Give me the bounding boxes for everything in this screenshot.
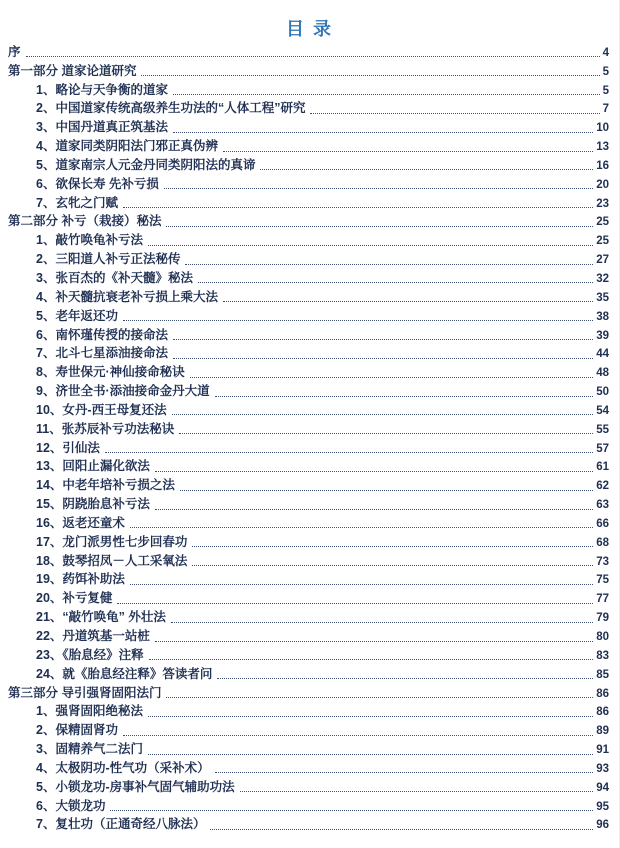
- toc-dot-leader: [192, 546, 593, 547]
- toc-entry[interactable]: [8, 513, 609, 532]
- toc-dot-leader: [223, 151, 593, 152]
- toc-dot-leader: [155, 471, 593, 472]
- toc-page-number: 79: [596, 612, 609, 625]
- toc-dot-leader: [148, 754, 593, 755]
- toc-page-number: 57: [596, 442, 609, 455]
- toc-entry[interactable]: [8, 136, 609, 155]
- toc-entry-label: 6、欲保长寿 先补亏损: [36, 176, 159, 191]
- toc-dot-leader: [173, 132, 593, 133]
- toc-entry[interactable]: [8, 570, 609, 589]
- toc-entry[interactable]: [8, 80, 609, 99]
- toc-entry-label: 8、寿世保元·神仙接命秘诀: [36, 365, 185, 380]
- toc-entry-label: 24、就《胎息经注释》答读者问: [36, 666, 213, 681]
- toc-entry-label: 6、南怀瑾传授的接命法: [36, 327, 168, 342]
- toc-entry-label: 4、道家同类阴阳法门邪正真伪辨: [36, 139, 218, 154]
- toc-entry[interactable]: [8, 739, 609, 758]
- toc-entry[interactable]: [8, 155, 609, 174]
- toc-entry-label: 2、三阳道人补亏正法秘传: [36, 252, 181, 267]
- toc-dot-leader: [171, 622, 593, 623]
- toc-page-number: 86: [596, 706, 609, 719]
- toc-dot-leader: [180, 490, 593, 491]
- toc-page-number: 54: [596, 404, 609, 417]
- toc-entry[interactable]: [8, 645, 609, 664]
- toc-page-number: 55: [596, 423, 609, 436]
- toc-page-number: 63: [596, 499, 609, 512]
- toc-dot-leader: [26, 56, 600, 57]
- toc-dot-leader: [123, 207, 593, 208]
- toc-entry-label: 序: [8, 44, 21, 59]
- toc-dot-leader: [166, 226, 593, 227]
- toc-page-number: 16: [596, 159, 609, 172]
- toc-dot-leader: [190, 377, 594, 378]
- toc-entry[interactable]: [8, 99, 609, 118]
- toc-page-number: 10: [596, 122, 609, 135]
- toc-dot-leader: [215, 396, 594, 397]
- toc-entry[interactable]: [8, 287, 609, 306]
- toc-page-number: 23: [596, 197, 609, 210]
- toc-entry[interactable]: [8, 61, 609, 80]
- toc-dot-leader: [173, 339, 593, 340]
- toc-entry[interactable]: [8, 193, 609, 212]
- toc-entry-label: 第三部分 导引强肾固阳法门: [8, 685, 162, 700]
- toc-page-number: 89: [596, 725, 609, 738]
- toc-entry-label: 第二部分 补亏（栽接）秘法: [8, 214, 162, 229]
- toc-entry-label: 3、中国丹道真正筑基法: [36, 120, 168, 135]
- toc-dot-leader: [215, 772, 594, 773]
- toc-dot-leader: [173, 94, 600, 95]
- toc-entry-label: 2、保精固肾功: [36, 723, 118, 738]
- toc-entry-label: 22、丹道筑基一站桩: [36, 629, 150, 643]
- toc-page-number: 25: [596, 235, 609, 248]
- toc-dot-leader: [110, 810, 593, 811]
- toc-entry-label: 3、固精养气二法门: [36, 742, 143, 757]
- toc-entry[interactable]: [8, 212, 609, 231]
- toc-entry-label: 14、中老年培补亏损之法: [36, 478, 175, 493]
- toc-entry-label: 1、强肾固阳绝秘法: [36, 704, 143, 719]
- toc-page-number: 62: [596, 480, 609, 493]
- toc-entry[interactable]: [8, 457, 609, 476]
- toc-page-number: 4: [602, 46, 609, 59]
- toc-page-number: 38: [596, 310, 609, 323]
- toc-page-number: 86: [596, 687, 609, 700]
- toc-dot-leader: [172, 414, 594, 415]
- toc-page-number: 5: [602, 65, 609, 78]
- toc-dot-leader: [173, 358, 593, 359]
- toc-entry[interactable]: [8, 268, 609, 287]
- toc-page-number: 35: [596, 291, 609, 304]
- toc-entry-label: 7、玄牝之门赋: [36, 195, 118, 210]
- toc-entry[interactable]: [8, 362, 609, 381]
- toc-entry[interactable]: [8, 174, 609, 193]
- toc-page-number: 77: [596, 593, 609, 606]
- toc-dot-leader: [148, 716, 593, 717]
- toc-entry[interactable]: [8, 626, 609, 645]
- toc-entry[interactable]: [8, 42, 609, 61]
- toc-entry-label: 23、《胎息经》注释: [36, 647, 144, 662]
- toc-entry-label: 6、大锁龙功: [36, 798, 106, 813]
- toc-entry[interactable]: [8, 664, 609, 683]
- toc-entry[interactable]: [8, 117, 609, 136]
- toc-entry[interactable]: [8, 758, 609, 777]
- toc-entry[interactable]: [8, 588, 609, 607]
- toc-entry-label: 2、中国道家传统高级养生功法的“人体工程”研究: [36, 101, 306, 116]
- toc-page-number: 66: [596, 517, 609, 530]
- toc-page-number: 83: [596, 649, 609, 662]
- toc-page-number: 80: [596, 631, 609, 643]
- toc-page-number: 20: [596, 178, 609, 191]
- toc-page-number: 96: [596, 819, 609, 832]
- toc-page-number: 95: [596, 800, 609, 813]
- toc-dot-leader: [130, 527, 593, 528]
- toc-entry-label: 15、阴跷胎息补亏法: [36, 497, 150, 512]
- toc-entry[interactable]: [8, 532, 609, 551]
- toc-dot-leader: [192, 565, 593, 566]
- toc-entry[interactable]: [8, 325, 609, 344]
- toc-entry-label: 12、引仙法: [36, 440, 100, 455]
- toc-dot-leader: [141, 75, 599, 76]
- toc-entry-label: 13、回阳止漏化欲法: [36, 459, 150, 474]
- toc-entry[interactable]: [8, 381, 609, 400]
- toc-entry[interactable]: [8, 777, 609, 796]
- toc-entry[interactable]: [8, 306, 609, 325]
- toc-entry-label: 16、返老还童术: [36, 515, 125, 530]
- toc-dot-leader: [130, 584, 593, 585]
- toc-dot-leader: [117, 603, 593, 604]
- toc-entry[interactable]: [8, 720, 609, 739]
- toc-entry-label: 3、张百杰的《补天髓》秘法: [36, 270, 193, 285]
- toc-dot-leader: [155, 509, 593, 510]
- toc-entry-label: 1、敲竹唤龟补亏法: [36, 233, 143, 248]
- toc-entry[interactable]: [8, 419, 609, 438]
- toc-dot-leader: [179, 433, 593, 434]
- toc-page-number: 7: [602, 103, 609, 116]
- toc-entry-label: 20、补亏复健: [36, 591, 113, 606]
- toc-entry[interactable]: [8, 494, 609, 513]
- toc-page-number: 32: [596, 272, 609, 285]
- toc-page-number: 93: [596, 762, 609, 775]
- toc-entry[interactable]: [8, 815, 609, 834]
- toc-entry-label: 17、龙门派男性七步回春功: [36, 534, 188, 549]
- toc-entry-label: 21、“敲竹唤龟” 外壮法: [36, 610, 166, 625]
- toc-dot-leader: [217, 678, 593, 679]
- toc-entry[interactable]: [8, 230, 609, 249]
- toc-dot-leader: [260, 169, 593, 170]
- toc-page-number: 25: [596, 216, 609, 229]
- toc-entry[interactable]: [8, 475, 609, 494]
- toc-list: [0, 40, 619, 833]
- toc-entry-label: 7、北斗七星添油接命法: [36, 346, 168, 361]
- toc-page-number: 50: [596, 386, 609, 399]
- toc-dot-leader: [310, 113, 599, 114]
- toc-dot-leader: [149, 659, 594, 660]
- toc-entry-label: 第一部分 道家论道研究: [8, 63, 137, 78]
- toc-dot-leader: [240, 791, 594, 792]
- toc-page-number: 91: [596, 744, 609, 757]
- toc-entry[interactable]: [8, 400, 609, 419]
- toc-page-number: 61: [596, 461, 609, 474]
- toc-entry[interactable]: [8, 702, 609, 721]
- toc-entry[interactable]: [8, 551, 609, 570]
- toc-entry[interactable]: [8, 607, 609, 626]
- toc-dot-leader: [185, 264, 593, 265]
- toc-dot-leader: [198, 282, 593, 283]
- toc-title: 目 录: [285, 19, 333, 39]
- toc-page-number: 39: [596, 329, 609, 342]
- toc-entry-label: 5、道家南宗人元金丹同类阴阳法的真谛: [36, 157, 256, 172]
- toc-entry[interactable]: [8, 344, 609, 363]
- toc-entry-label: 5、小锁龙功-房事补气固气辅助功法: [36, 779, 235, 794]
- toc-dot-leader: [210, 829, 593, 830]
- toc-page-number: 13: [596, 141, 609, 154]
- toc-dot-leader: [123, 320, 593, 321]
- toc-page-number: 73: [596, 555, 609, 568]
- toc-dot-leader: [223, 301, 593, 302]
- toc-page-number: 5: [602, 84, 609, 97]
- toc-entry-label: 4、补天髓抗衰老补亏损上乘大法: [36, 289, 218, 304]
- toc-dot-leader: [166, 697, 593, 698]
- toc-dot-leader: [164, 188, 593, 189]
- toc-page-number: 68: [596, 536, 609, 549]
- toc-entry-label: 1、略论与天争衡的道家: [36, 82, 168, 97]
- toc-dot-leader: [123, 735, 593, 736]
- toc-dot-leader: [148, 245, 593, 246]
- toc-entry-label: 5、老年返还功: [36, 308, 118, 323]
- toc-entry-label: 10、女丹-西王母复还法: [36, 402, 167, 417]
- toc-page-number: 27: [596, 254, 609, 267]
- toc-page-number: 75: [596, 574, 609, 587]
- toc-entry-label: 9、济世全书·添油接命金丹大道: [36, 384, 210, 399]
- toc-entry[interactable]: [8, 683, 609, 702]
- toc-entry-label: 11、张苏辰补亏功法秘诀: [36, 421, 175, 436]
- toc-entry-label: 18、鼓琴招凤－人工采氧法: [36, 553, 188, 568]
- toc-entry[interactable]: [8, 796, 609, 815]
- toc-entry-label: 7、复壮功（正通奇经八脉法）: [36, 817, 206, 832]
- toc-entry-label: 4、太极阴功-性气功（采补术）: [36, 760, 210, 775]
- toc-page-number: 48: [596, 367, 609, 380]
- toc-entry[interactable]: [8, 249, 609, 268]
- toc-page-number: 44: [596, 348, 609, 361]
- toc-dot-leader: [105, 452, 593, 453]
- toc-page-number: 85: [596, 668, 609, 681]
- toc-entry-label: 19、药饵补助法: [36, 572, 125, 587]
- toc-page-number: 94: [596, 781, 609, 794]
- toc-dot-leader: [155, 641, 593, 642]
- toc-entry[interactable]: [8, 438, 609, 457]
